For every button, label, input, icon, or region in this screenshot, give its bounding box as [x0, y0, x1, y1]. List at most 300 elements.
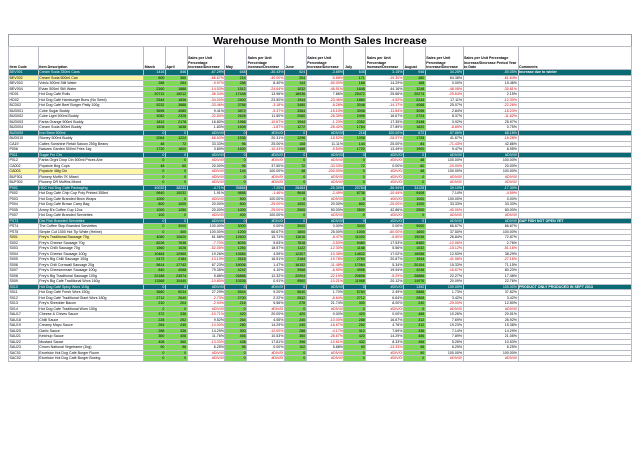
april-change-cell[interactable]: -14.53%: [187, 86, 225, 92]
april-qty-cell[interactable]: 400: [165, 229, 187, 235]
june-change-cell[interactable]: -25.30%: [306, 185, 344, 191]
april-qty-cell[interactable]: 2326: [165, 114, 187, 120]
august-change-cell[interactable]: -12.06%: [425, 240, 463, 246]
august-change-cell[interactable]: 20.09%: [425, 279, 463, 285]
april-qty-cell[interactable]: 252: [165, 317, 187, 323]
item-code-cell[interactable]: S010: [9, 284, 39, 290]
may-qty-cell[interactable]: 0: [225, 218, 247, 224]
item-description-cell[interactable]: Flowery DR Muffins Mixed: [38, 180, 143, 186]
july-qty-cell[interactable]: 0: [344, 174, 366, 180]
july-qty-cell[interactable]: 0: [344, 350, 366, 356]
july-change-cell[interactable]: 19.94%: [366, 268, 404, 274]
july-change-cell[interactable]: 13.49%: [366, 147, 404, 153]
march-qty-cell[interactable]: 3696: [144, 108, 166, 114]
june-change-cell[interactable]: -12.30%: [306, 246, 344, 252]
april-change-cell[interactable]: #DIV/0!: [187, 356, 225, 362]
item-description-cell[interactable]: Frey's Shredder Bacon: [38, 301, 143, 307]
july-qty-cell[interactable]: 90: [344, 345, 366, 351]
june-change-cell[interactable]: -23.46%: [306, 97, 344, 103]
august-qty-cell[interactable]: 14976: [404, 279, 426, 285]
ytd-change-cell[interactable]: 38.29%: [463, 251, 518, 257]
august-qty-cell[interactable]: 1728: [404, 136, 426, 142]
item-code-cell[interactable]: BUD004: [9, 125, 39, 131]
may-change-cell[interactable]: -3.18%: [247, 103, 285, 109]
may-qty-cell[interactable]: 2628: [225, 114, 247, 120]
june-change-cell[interactable]: -10.00%: [306, 317, 344, 323]
may-change-cell[interactable]: -10.67%: [247, 119, 285, 125]
july-qty-cell[interactable]: 645: [344, 70, 366, 76]
july-change-cell[interactable]: 2.49%: [366, 290, 404, 296]
august-qty-cell[interactable]: 2808: [404, 295, 426, 301]
march-qty-cell[interactable]: 8226: [144, 240, 166, 246]
march-qty-cell[interactable]: 48: [144, 163, 166, 169]
june-qty-cell[interactable]: 2532: [284, 295, 306, 301]
march-qty-cell[interactable]: 0: [144, 284, 166, 290]
july-change-cell[interactable]: 17.53%: [366, 240, 404, 246]
may-change-cell[interactable]: 2.22%: [247, 295, 285, 301]
item-description-cell[interactable]: Hot Dog Café Fresh Wors 150g: [38, 290, 143, 296]
august-qty-cell[interactable]: 1032: [404, 246, 426, 252]
ytd-change-cell[interactable]: 71.15%: [463, 262, 518, 268]
june-qty-cell[interactable]: 2000: [284, 207, 306, 213]
march-qty-cell[interactable]: 2472: [144, 257, 166, 263]
april-change-cell[interactable]: 9.52%: [187, 317, 225, 323]
march-qty-cell[interactable]: 228: [144, 317, 166, 323]
april-qty-cell[interactable]: 1000: [165, 202, 187, 208]
may-change-cell[interactable]: 18.57%: [247, 246, 285, 252]
july-change-cell[interactable]: -5.60%: [366, 235, 404, 241]
item-description-cell[interactable]: Simple Cut 1000 Hot Tip White (Heline): [38, 229, 143, 235]
april-qty-cell[interactable]: 0: [165, 284, 187, 290]
june-change-cell[interactable]: -10.61%: [306, 339, 344, 345]
may-qty-cell[interactable]: 0: [225, 284, 247, 290]
march-qty-cell[interactable]: 5232: [144, 103, 166, 109]
item-code-cell[interactable]: BUD003: [9, 119, 39, 125]
april-qty-cell[interactable]: 5034: [165, 290, 187, 296]
june-change-cell[interactable]: -2.49%: [306, 191, 344, 197]
item-code-cell[interactable]: S004: [9, 251, 39, 257]
item-description-cell[interactable]: Sugar Frn Ctn: [38, 152, 143, 158]
august-qty-cell[interactable]: 1944: [404, 257, 426, 263]
ytd-change-cell[interactable]: -51.16%: [463, 246, 518, 252]
may-change-cell[interactable]: 0.91%: [247, 279, 285, 285]
may-qty-cell[interactable]: 1512: [225, 86, 247, 92]
april-qty-cell[interactable]: 10620: [165, 235, 187, 241]
april-change-cell[interactable]: -67.29%: [187, 70, 225, 76]
item-code-cell[interactable]: P012: [9, 158, 39, 164]
april-qty-cell[interactable]: 2184: [165, 257, 187, 263]
august-change-cell[interactable]: 17.11%: [425, 97, 463, 103]
may-qty-cell[interactable]: 280: [225, 323, 247, 329]
ytd-change-cell[interactable]: #DIV/0!: [463, 213, 518, 219]
march-qty-cell[interactable]: 1608: [144, 125, 166, 131]
april-qty-cell[interactable]: 1800: [165, 147, 187, 153]
april-qty-cell[interactable]: 336: [165, 312, 187, 318]
march-qty-cell[interactable]: 1000: [144, 196, 166, 202]
june-change-cell[interactable]: -8.28%: [306, 103, 344, 109]
august-change-cell[interactable]: 10.26%: [425, 312, 463, 318]
item-description-cell[interactable]: Cream Soda 500ml Can: [38, 75, 143, 81]
june-change-cell[interactable]: 25.00%: [306, 229, 344, 235]
august-change-cell[interactable]: 1.73%: [425, 290, 463, 296]
july-qty-cell[interactable]: 0: [344, 196, 366, 202]
july-change-cell[interactable]: -10.44%: [366, 191, 404, 197]
april-qty-cell[interactable]: 0: [165, 158, 187, 164]
august-qty-cell[interactable]: 480: [404, 75, 426, 81]
july-change-cell[interactable]: #DIV/0!: [366, 306, 404, 312]
august-change-cell[interactable]: 19.23%: [425, 323, 463, 329]
item-description-cell[interactable]: Hot Dog Café Hamburger Buns (No Seed): [38, 97, 143, 103]
august-qty-cell[interactable]: 0: [404, 306, 426, 312]
august-change-cell[interactable]: 8.37%: [425, 114, 463, 120]
july-qty-cell[interactable]: 288: [344, 317, 366, 323]
ytd-change-cell[interactable]: -30.81%: [463, 86, 518, 92]
april-change-cell[interactable]: #DIV/0!: [187, 130, 225, 136]
april-qty-cell[interactable]: 23574: [165, 273, 187, 279]
august-change-cell[interactable]: 7.14%: [425, 191, 463, 197]
item-code-cell[interactable]: P001: [9, 185, 39, 191]
august-qty-cell[interactable]: 4248: [404, 268, 426, 274]
june-change-cell[interactable]: -50.00%: [306, 81, 344, 87]
july-qty-cell[interactable]: 1764: [344, 125, 366, 131]
july-qty-cell[interactable]: 20898: [344, 273, 366, 279]
june-change-cell[interactable]: -10.38%: [306, 251, 344, 257]
item-description-cell[interactable]: Cube Light 500ml Buddy: [38, 114, 143, 120]
ytd-change-cell[interactable]: 12.50%: [463, 301, 518, 307]
august-qty-cell[interactable]: 3096: [404, 108, 426, 114]
may-qty-cell[interactable]: 96: [225, 163, 247, 169]
june-change-cell[interactable]: #DIV/0!: [306, 306, 344, 312]
august-qty-cell[interactable]: 1000: [404, 196, 426, 202]
july-change-cell[interactable]: 44.16%: [366, 86, 404, 92]
july-qty-cell[interactable]: 0: [344, 218, 366, 224]
april-change-cell[interactable]: -34.00%: [187, 97, 225, 103]
may-qty-cell[interactable]: 1200: [225, 229, 247, 235]
may-change-cell[interactable]: #DIV/0!: [247, 356, 285, 362]
august-qty-cell[interactable]: 672: [404, 130, 426, 136]
august-change-cell[interactable]: -40.00%: [425, 207, 463, 213]
august-change-cell[interactable]: 5.26%: [425, 339, 463, 345]
may-qty-cell[interactable]: 10536: [225, 279, 247, 285]
may-qty-cell[interactable]: 264: [225, 317, 247, 323]
april-qty-cell[interactable]: 4068: [165, 268, 187, 274]
april-qty-cell[interactable]: 336: [165, 328, 187, 334]
ytd-change-cell[interactable]: #DIV/0!: [463, 152, 518, 158]
may-change-cell[interactable]: -40.00%: [247, 75, 285, 81]
june-change-cell[interactable]: #DIV/0!: [306, 158, 344, 164]
april-qty-cell[interactable]: 264: [165, 81, 187, 87]
june-change-cell[interactable]: #DIV/0!: [306, 180, 344, 186]
july-qty-cell[interactable]: 2712: [344, 295, 366, 301]
ytd-change-cell[interactable]: 6.25%: [463, 345, 518, 351]
july-qty-cell[interactable]: 3000: [344, 224, 366, 230]
april-change-cell[interactable]: 20.00%: [187, 202, 225, 208]
june-change-cell[interactable]: #DIV/0!: [306, 174, 344, 180]
july-qty-cell[interactable]: 1000: [344, 229, 366, 235]
april-change-cell[interactable]: -36.34%: [187, 92, 225, 98]
august-change-cell[interactable]: 6.25%: [425, 345, 463, 351]
item-code-cell[interactable]: SAU18: [9, 317, 39, 323]
may-change-cell[interactable]: 25.00%: [247, 141, 285, 147]
august-qty-cell[interactable]: 2244: [404, 97, 426, 103]
may-qty-cell[interactable]: 1968: [225, 119, 247, 125]
item-description-cell[interactable]: Volvic 500ml Still Water: [38, 81, 143, 87]
august-qty-cell[interactable]: 4068: [404, 103, 426, 109]
march-qty-cell[interactable]: 1812: [144, 119, 166, 125]
june-qty-cell[interactable]: 0: [284, 218, 306, 224]
june-change-cell[interactable]: -9.54%: [306, 147, 344, 153]
march-qty-cell[interactable]: 3082: [144, 114, 166, 120]
item-description-cell[interactable]: Hot Dog Café Branded Brwn Wraps: [38, 196, 143, 202]
june-qty-cell[interactable]: 624: [284, 70, 306, 76]
april-change-cell[interactable]: -66.67%: [187, 75, 225, 81]
april-qty-cell[interactable]: 204: [165, 301, 187, 307]
august-change-cell[interactable]: 7.89%: [425, 334, 463, 340]
may-qty-cell[interactable]: 0: [225, 152, 247, 158]
item-description-cell[interactable]: Hot Dog Café Brown Carry Bag: [38, 202, 143, 208]
may-change-cell[interactable]: 20.31%: [247, 136, 285, 142]
march-qty-cell[interactable]: 40032: [144, 185, 166, 191]
august-qty-cell[interactable]: 312: [404, 317, 426, 323]
july-qty-cell[interactable]: 800: [344, 202, 366, 208]
april-qty-cell[interactable]: 360: [165, 75, 187, 81]
march-qty-cell[interactable]: 1730: [144, 147, 166, 153]
item-code-cell[interactable]: BEV001: [9, 70, 39, 76]
may-change-cell[interactable]: 4.59%: [247, 251, 285, 257]
august-qty-cell[interactable]: 168: [404, 81, 426, 87]
item-code-cell[interactable]: P006: [9, 147, 39, 153]
july-qty-cell[interactable]: 11000: [344, 235, 366, 241]
item-description-cell[interactable]: Hot Dog Café Beef Burger Patty 100g: [38, 103, 143, 109]
april-change-cell[interactable]: #DIV/0!: [187, 213, 225, 219]
june-qty-cell[interactable]: 420: [284, 312, 306, 318]
july-qty-cell[interactable]: 0: [344, 356, 366, 362]
march-qty-cell[interactable]: 0: [144, 174, 166, 180]
march-qty-cell[interactable]: 288: [144, 81, 166, 87]
item-description-cell[interactable]: Dixi Fish Branded Serviettes: [38, 218, 143, 224]
march-qty-cell[interactable]: 0: [144, 152, 166, 158]
item-description-cell[interactable]: Frey's Traditional Sausage 70g: [38, 235, 143, 241]
august-change-cell[interactable]: #DIV/0!: [425, 306, 463, 312]
item-description-cell[interactable]: Mustard Sauce: [38, 339, 143, 345]
july-qty-cell[interactable]: 0: [344, 169, 366, 175]
may-change-cell[interactable]: 1.47%: [247, 262, 285, 268]
july-change-cell[interactable]: 14.29%: [366, 334, 404, 340]
august-qty-cell[interactable]: 1248: [404, 86, 426, 92]
may-change-cell[interactable]: 13.96%: [247, 92, 285, 98]
august-change-cell[interactable]: -25.00%: [425, 301, 463, 307]
april-change-cell[interactable]: -52.05%: [187, 246, 225, 252]
april-change-cell[interactable]: #DIV/0!: [187, 180, 225, 186]
may-qty-cell[interactable]: 8094: [225, 240, 247, 246]
june-change-cell[interactable]: -6.64%: [306, 295, 344, 301]
ytd-change-cell[interactable]: 20.51%: [463, 312, 518, 318]
august-change-cell[interactable]: 41.67%: [425, 136, 463, 142]
june-qty-cell[interactable]: 1944: [284, 119, 306, 125]
july-change-cell[interactable]: 8.33%: [366, 339, 404, 345]
item-description-cell[interactable]: Fanta Orgnl Drop Ctn 500ml Prices Ahe: [38, 158, 143, 164]
march-qty-cell[interactable]: 2160: [144, 86, 166, 92]
august-change-cell[interactable]: 3.42%: [425, 295, 463, 301]
july-qty-cell[interactable]: 171: [344, 75, 366, 81]
may-change-cell[interactable]: -25.00%: [247, 207, 285, 213]
june-change-cell[interactable]: #DIV/0!: [306, 213, 344, 219]
may-change-cell[interactable]: 0.00%: [247, 345, 285, 351]
item-code-cell[interactable]: SAU19: [9, 323, 39, 329]
june-qty-cell[interactable]: 0: [284, 152, 306, 158]
august-qty-cell[interactable]: 60: [404, 163, 426, 169]
ytd-change-cell[interactable]: -16.28%: [463, 136, 518, 142]
july-qty-cell[interactable]: 2760: [344, 257, 366, 263]
june-qty-cell[interactable]: 1600: [284, 229, 306, 235]
item-code-cell[interactable]: S012: [9, 295, 39, 301]
june-qty-cell[interactable]: 0: [284, 180, 306, 186]
april-change-cell[interactable]: -68.63%: [187, 136, 225, 142]
april-change-cell[interactable]: #DIV/0!: [187, 218, 225, 224]
june-qty-cell[interactable]: 16152: [284, 262, 306, 268]
item-description-cell[interactable]: Iron Brew 500ml: [38, 130, 143, 136]
item-description-cell[interactable]: Natures Garden 500ml Fries 1kg: [38, 147, 143, 153]
june-change-cell[interactable]: -5.88%: [306, 75, 344, 81]
may-qty-cell[interactable]: 35664: [225, 185, 247, 191]
august-change-cell[interactable]: 25.07%: [425, 103, 463, 109]
may-qty-cell[interactable]: 3000: [225, 224, 247, 230]
item-code-cell[interactable]: PS73: [9, 218, 39, 224]
july-change-cell[interactable]: 4.76%: [366, 323, 404, 329]
march-qty-cell[interactable]: 0: [144, 356, 166, 362]
may-change-cell[interactable]: 4.55%: [247, 317, 285, 323]
july-change-cell[interactable]: 16.67%: [366, 317, 404, 323]
july-qty-cell[interactable]: 432: [344, 339, 366, 345]
item-description-cell[interactable]: Stoney 500ml Buddy: [38, 136, 143, 142]
april-change-cell[interactable]: -9.97%: [187, 81, 225, 87]
august-change-cell[interactable]: #DIV/0!: [425, 180, 463, 186]
august-qty-cell[interactable]: 240: [404, 301, 426, 307]
comment-cell[interactable]: [518, 356, 632, 362]
april-change-cell[interactable]: -13.19%: [187, 257, 225, 263]
july-change-cell[interactable]: 17.02%: [366, 251, 404, 257]
march-qty-cell[interactable]: 210: [144, 301, 166, 307]
april-qty-cell[interactable]: 1224: [165, 136, 187, 142]
april-change-cell[interactable]: -33.46%: [187, 103, 225, 109]
july-change-cell[interactable]: #DIV/0!: [366, 213, 404, 219]
june-change-cell[interactable]: -15.10%: [306, 108, 344, 114]
may-qty-cell[interactable]: 648: [225, 70, 247, 76]
may-change-cell[interactable]: #DIV/0!: [247, 180, 285, 186]
april-qty-cell[interactable]: 240: [165, 323, 187, 329]
item-description-cell[interactable]: Hot Dog Café Chip Cup Poly Printed 355ml: [38, 191, 143, 197]
august-change-cell[interactable]: 64.38%: [425, 75, 463, 81]
may-change-cell[interactable]: -25.00%: [247, 202, 285, 208]
item-code-cell[interactable]: S002: [9, 240, 39, 246]
august-qty-cell[interactable]: 456: [404, 334, 426, 340]
item-description-cell[interactable]: Frey's Big Chilli Sausage 100g: [38, 257, 143, 263]
item-description-cell[interactable]: Frey's Chili Cornwall Sausage 20g: [38, 262, 143, 268]
april-qty-cell[interactable]: 3000: [165, 224, 187, 230]
item-code-cell[interactable]: SAC02: [9, 356, 39, 362]
august-change-cell[interactable]: 39.10%: [425, 185, 463, 191]
may-change-cell[interactable]: #DIV/0!: [247, 158, 285, 164]
july-change-cell[interactable]: 100.00%: [366, 130, 404, 136]
august-change-cell[interactable]: 0.00%: [425, 81, 463, 87]
april-change-cell[interactable]: #DIV/0!: [187, 152, 225, 158]
august-qty-cell[interactable]: 0: [404, 152, 426, 158]
april-change-cell[interactable]: -7.70%: [187, 240, 225, 246]
august-qty-cell[interactable]: 336: [404, 328, 426, 334]
may-qty-cell[interactable]: 2700: [225, 295, 247, 301]
july-change-cell[interactable]: #DIV/0!: [366, 180, 404, 186]
june-qty-cell[interactable]: 1000: [284, 202, 306, 208]
april-change-cell[interactable]: #DIV/0!: [187, 306, 225, 312]
june-qty-cell[interactable]: 18936: [284, 92, 306, 98]
ytd-change-cell[interactable]: -27.16%: [463, 257, 518, 263]
june-change-cell[interactable]: -3.85%: [306, 70, 344, 76]
august-qty-cell[interactable]: 1620: [404, 125, 426, 131]
comment-cell[interactable]: Increase due to winter: [518, 70, 632, 76]
june-change-cell[interactable]: -19.78%: [306, 257, 344, 263]
ytd-change-cell[interactable]: -12.30%: [463, 97, 518, 103]
may-change-cell[interactable]: -24.64%: [247, 86, 285, 92]
item-description-cell[interactable]: Chilli Sauce: [38, 317, 143, 323]
june-qty-cell[interactable]: 396: [284, 339, 306, 345]
item-code-cell[interactable]: SAU20: [9, 328, 39, 334]
july-change-cell[interactable]: 0.00%: [366, 224, 404, 230]
august-qty-cell[interactable]: 0: [404, 218, 426, 224]
july-change-cell[interactable]: -4.52%: [366, 97, 404, 103]
august-change-cell[interactable]: 34.28%: [425, 70, 463, 76]
item-code-cell[interactable]: P007: [9, 213, 39, 219]
may-qty-cell[interactable]: 216: [225, 301, 247, 307]
august-change-cell[interactable]: -15.12%: [425, 246, 463, 252]
april-change-cell[interactable]: 61.58%: [187, 235, 225, 241]
ytd-change-cell[interactable]: #DIV/0!: [463, 180, 518, 186]
june-change-cell[interactable]: -200.00%: [306, 169, 344, 175]
june-qty-cell[interactable]: 9648: [284, 191, 306, 197]
item-code-cell[interactable]: CA003: [9, 169, 39, 175]
august-change-cell[interactable]: -25.64%: [425, 92, 463, 98]
august-qty-cell[interactable]: 96: [404, 345, 426, 351]
august-change-cell[interactable]: 67.86%: [425, 130, 463, 136]
april-change-cell[interactable]: 20.00%: [187, 207, 225, 213]
may-qty-cell[interactable]: 0: [225, 356, 247, 362]
july-qty-cell[interactable]: 2352: [344, 119, 366, 125]
june-qty-cell[interactable]: 5640: [284, 290, 306, 296]
march-qty-cell[interactable]: 0: [144, 218, 166, 224]
item-code-cell[interactable]: BEV004: [9, 86, 39, 92]
july-qty-cell[interactable]: 25472: [344, 92, 366, 98]
may-change-cell[interactable]: #DIV/0!: [247, 350, 285, 356]
ytd-change-cell[interactable]: 37.82%: [463, 290, 518, 296]
item-code-cell[interactable]: S008: [9, 273, 39, 279]
item-code-cell[interactable]: BUF002: [9, 180, 39, 186]
march-qty-cell[interactable]: 22188: [144, 273, 166, 279]
may-change-cell[interactable]: 100.00%: [247, 169, 285, 175]
august-qty-cell[interactable]: 34128: [404, 185, 426, 191]
may-change-cell[interactable]: 14.29%: [247, 323, 285, 329]
april-qty-cell[interactable]: 15012: [165, 92, 187, 98]
may-change-cell[interactable]: -12.00%: [247, 328, 285, 334]
june-qty-cell[interactable]: 240: [284, 323, 306, 329]
june-change-cell[interactable]: -22.19%: [306, 273, 344, 279]
march-qty-cell[interactable]: 1560: [144, 246, 166, 252]
april-qty-cell[interactable]: 0: [165, 218, 187, 224]
june-qty-cell[interactable]: 3480: [284, 103, 306, 109]
july-change-cell[interactable]: #DIV/0!: [366, 174, 404, 180]
ytd-change-cell[interactable]: -22.26%: [463, 103, 518, 109]
may-qty-cell[interactable]: 1608: [225, 125, 247, 131]
august-change-cell[interactable]: 7.14%: [425, 328, 463, 334]
june-change-cell[interactable]: 20.00%: [306, 202, 344, 208]
